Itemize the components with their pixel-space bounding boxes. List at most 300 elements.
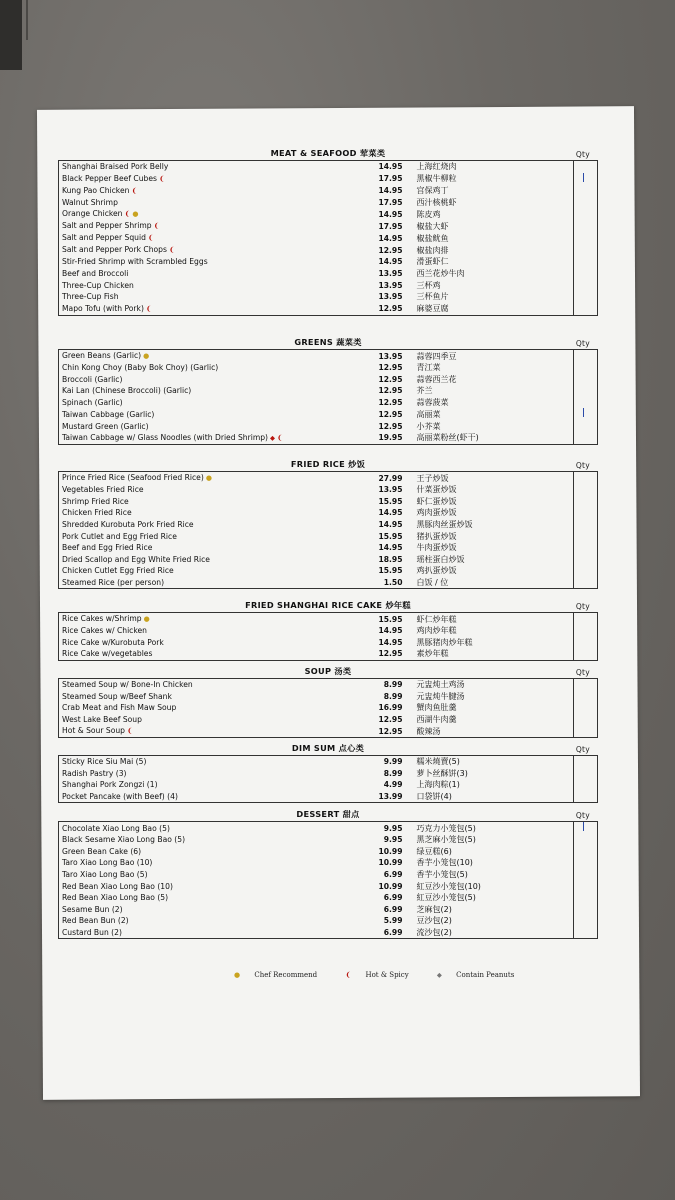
dish-price: 14.95 — [378, 186, 403, 196]
menu-table — [58, 471, 598, 589]
dish-name: Kai Lan (Chinese Broccoli) (Garlic) — [59, 385, 359, 397]
qty-cell[interactable] — [574, 725, 598, 738]
table-row — [59, 161, 598, 173]
legend-chef-recommend — [232, 971, 329, 979]
qty-cell[interactable] — [574, 303, 598, 316]
dish-chinese-name: 黑豚猪肉炒年糕 — [407, 637, 574, 649]
qty-cell[interactable] — [574, 362, 598, 374]
qty-cell[interactable] — [574, 768, 598, 780]
dish-price: 12.95 — [378, 363, 403, 373]
dish-chinese-name: 三杯鸡 — [407, 279, 574, 291]
dish-price: 14.95 — [378, 543, 403, 553]
dish-chinese-name: 紅豆沙小笼包(10) — [407, 880, 574, 892]
dish-name: Salt and Pepper Shrimp — [62, 221, 152, 231]
dish-price: 17.95 — [378, 197, 403, 207]
qty-cell[interactable] — [574, 577, 598, 589]
dish-name: Vegetables Fried Rice — [59, 484, 359, 496]
dish-price: 13.99 — [359, 791, 407, 803]
dish-name: Salt and Pepper Pork Chops — [62, 245, 167, 255]
dish-chinese-name: 青江菜 — [407, 362, 574, 374]
dish-name: Mapo Tofu (with Pork) — [62, 303, 144, 313]
chef-recommend-icon: ● — [132, 210, 139, 219]
qty-cell[interactable] — [574, 857, 598, 869]
dish-chinese-name: 西兰花炒牛肉 — [407, 268, 574, 280]
dish-name: Rice Cake w/Kurobuta Pork — [59, 637, 359, 649]
section-soup — [58, 666, 598, 738]
dish-chinese-name: 蒜蓉西兰花 — [407, 374, 574, 386]
qty-cell[interactable] — [574, 530, 598, 542]
dish-chinese-name: 瑶柱蛋白炒饭 — [407, 554, 574, 566]
table-row — [59, 484, 598, 496]
dish-price: 14.95 — [378, 508, 403, 518]
dish-price: 13.95 — [378, 292, 403, 302]
qty-cell[interactable] — [574, 256, 598, 268]
dish-price: 12.95 — [359, 303, 407, 316]
dish-name: Custard Bun (2) — [59, 927, 359, 939]
table-row — [59, 496, 598, 508]
dish-name: Prince Fried Rice (Seafood Fried Rice) — [62, 473, 204, 482]
dish-price: 13.95 — [378, 280, 403, 290]
dish-chinese-name: 酸辣汤 — [407, 725, 574, 738]
table-row — [59, 791, 598, 803]
dish-price: 14.95 — [378, 209, 403, 219]
section-dessert — [58, 809, 598, 939]
dish-name: Taro Xiao Long Bao (5) — [59, 869, 359, 881]
table-row — [59, 519, 598, 531]
dish-name: Shrimp Fried Rice — [59, 496, 359, 508]
table-row — [59, 725, 598, 738]
section-dim-sum — [58, 743, 598, 803]
legend-chef-label: Chef Recommend — [254, 971, 318, 979]
table-row — [59, 507, 598, 519]
qty-cell[interactable] — [574, 197, 598, 209]
menu-table — [58, 755, 598, 803]
dish-name: Chin Kong Choy (Baby Bok Choy) (Garlic) — [59, 362, 359, 374]
qty-cell[interactable] — [574, 554, 598, 566]
peanut-icon: ◆ — [436, 971, 442, 979]
table-row — [59, 374, 598, 386]
qty-cell[interactable] — [574, 691, 598, 703]
qty-cell[interactable] — [574, 756, 598, 768]
table-row — [59, 892, 598, 904]
qty-cell[interactable] — [574, 846, 598, 858]
qty-cell[interactable] — [574, 637, 598, 649]
legend-spicy-label: Hot & Spicy — [365, 971, 409, 979]
qty-cell[interactable] — [574, 869, 598, 881]
table-edge-line — [26, 0, 28, 40]
dish-chinese-name: 上海肉粽(1) — [407, 779, 574, 791]
handwritten-tick — [583, 173, 584, 182]
table-row — [59, 702, 598, 714]
table-row — [59, 637, 598, 649]
dish-price: 12.95 — [378, 374, 403, 384]
dish-name: Shanghai Braised Pork Belly — [59, 161, 359, 173]
table-row — [59, 220, 598, 232]
section-title: MEAT & SEAFOOD 荤菜类 — [270, 148, 386, 158]
dish-chinese-name: 萝卜丝酥饼(3) — [407, 768, 574, 780]
dish-name: Taro Xiao Long Bao (10) — [59, 857, 359, 869]
qty-cell[interactable] — [574, 565, 598, 577]
qty-label: Qty — [575, 150, 590, 159]
qty-cell[interactable] — [574, 904, 598, 916]
section-title: SOUP 汤类 — [304, 666, 352, 676]
chili-icon: ❨ — [124, 210, 131, 219]
dish-chinese-name: 豆沙包(2) — [407, 915, 574, 927]
table-row — [59, 432, 598, 445]
section-fried-rice — [58, 459, 598, 589]
dish-chinese-name: 蟹肉鱼肚羹 — [407, 702, 574, 714]
menu-table — [58, 821, 598, 939]
table-row — [59, 256, 598, 268]
table-row — [59, 197, 598, 209]
dish-name: Black Pepper Beef Cubes — [62, 173, 157, 183]
dish-name: Orange Chicken — [62, 209, 123, 219]
table-row — [59, 408, 598, 420]
dish-name: Dried Scallop and Egg White Fried Rice — [59, 554, 359, 566]
peanut-icon: ◆ — [270, 433, 276, 442]
menu-table — [58, 160, 598, 316]
dish-price: 13.95 — [378, 485, 403, 495]
dish-name: Red Bean Bun (2) — [59, 915, 359, 927]
dish-name: Beef and Egg Fried Rice — [59, 542, 359, 554]
dish-price: 27.99 — [359, 472, 407, 485]
table-row — [59, 232, 598, 244]
qty-cell[interactable] — [574, 350, 598, 363]
section-rice-cake — [58, 600, 598, 661]
dish-chinese-name: 虾仁蛋炒饭 — [407, 496, 574, 508]
chili-icon: ❨ — [277, 433, 283, 442]
chili-icon: ❨ — [168, 246, 175, 255]
qty-cell[interactable] — [574, 408, 598, 420]
dish-chinese-name: 芝麻包(2) — [407, 904, 574, 916]
qty-cell[interactable] — [574, 279, 598, 291]
dish-price: 1.50 — [359, 577, 407, 589]
table-row — [59, 565, 598, 577]
dish-chinese-name: 牛肉蛋炒饭 — [407, 542, 574, 554]
table-row — [59, 691, 598, 703]
qty-cell[interactable] — [574, 496, 598, 508]
qty-cell[interactable] — [574, 834, 598, 846]
dish-chinese-name: 王子炒饭 — [407, 472, 574, 485]
dish-chinese-name: 椒盐大虾 — [407, 220, 574, 232]
table-row — [59, 625, 598, 637]
qty-cell[interactable] — [574, 374, 598, 386]
qty-cell[interactable] — [574, 714, 598, 726]
qty-cell[interactable] — [574, 161, 598, 173]
table-corner-shadow — [0, 0, 22, 70]
chef-recommend-icon: ● — [234, 971, 241, 979]
chili-icon: ❨ — [127, 727, 133, 736]
qty-cell[interactable] — [574, 385, 598, 397]
dish-price: 8.99 — [359, 679, 407, 691]
dish-name: Rice Cakes w/ Chicken — [59, 625, 359, 637]
dish-chinese-name: 滑蛋虾仁 — [407, 256, 574, 268]
section-title: FRIED RICE 炒饭 — [290, 459, 366, 469]
table-row — [59, 869, 598, 881]
dish-chinese-name: 元盅炖牛腱汤 — [407, 691, 574, 703]
qty-cell[interactable] — [574, 432, 598, 445]
dish-chinese-name: 鸡肉蛋炒饭 — [407, 507, 574, 519]
qty-cell[interactable] — [574, 892, 598, 904]
table-row — [59, 397, 598, 409]
dish-chinese-name: 上海红烧肉 — [407, 161, 574, 173]
qty-label: Qty — [575, 811, 590, 820]
dish-name: West Lake Beef Soup — [59, 714, 359, 726]
section-header — [58, 337, 598, 349]
qty-label: Qty — [575, 668, 590, 677]
dish-name: Mustard Green (Garlic) — [59, 420, 359, 432]
dish-price: 17.95 — [378, 174, 403, 184]
table-row — [59, 834, 598, 846]
legend-peanuts — [435, 971, 526, 979]
dish-chinese-name: 元盅炖土鸡汤 — [407, 679, 574, 691]
section-header — [58, 666, 598, 678]
qty-cell[interactable] — [574, 472, 598, 485]
dish-chinese-name: 麻婆豆腐 — [407, 303, 574, 316]
table-row — [59, 244, 598, 256]
dish-chinese-name: 宫保鸡丁 — [407, 185, 574, 197]
section-header — [58, 743, 598, 755]
table-row — [59, 385, 598, 397]
table-row — [59, 756, 598, 768]
dish-price: 12.95 — [378, 398, 403, 408]
dish-chinese-name: 绿豆糕(6) — [407, 846, 574, 858]
qty-cell[interactable] — [574, 702, 598, 714]
qty-cell[interactable] — [574, 880, 598, 892]
table-row — [59, 472, 598, 485]
table-row — [59, 822, 598, 835]
dish-chinese-name: 蒜蓉四季豆 — [407, 350, 574, 363]
dish-price: 6.99 — [383, 893, 403, 903]
dish-price: 8.99 — [383, 691, 403, 701]
handwritten-tick — [583, 822, 584, 831]
qty-cell[interactable] — [574, 208, 598, 220]
section-meat-seafood — [58, 148, 598, 316]
chili-icon: ❨ — [131, 186, 138, 195]
dish-chinese-name: 猪扒蛋炒饭 — [407, 530, 574, 542]
dish-price: 9.95 — [383, 835, 403, 845]
table-row — [59, 927, 598, 939]
table-row — [59, 648, 598, 660]
legend-hot-spicy — [343, 971, 420, 979]
dish-price: 14.95 — [378, 520, 403, 530]
qty-cell[interactable] — [574, 779, 598, 791]
table-row — [59, 350, 598, 363]
dish-name: Pork Cutlet and Egg Fried Rice — [59, 530, 359, 542]
dish-name: Three-Cup Chicken — [59, 279, 359, 291]
table-row — [59, 173, 598, 185]
table-row — [59, 268, 598, 280]
qty-cell[interactable] — [574, 927, 598, 939]
dish-price: 15.95 — [378, 531, 403, 541]
dish-name: Walnut Shrimp — [59, 197, 359, 209]
table-row — [59, 554, 598, 566]
dish-chinese-name: 黑芝麻小笼包(5) — [407, 834, 574, 846]
dish-price: 8.99 — [383, 768, 403, 778]
dish-chinese-name: 西汁核桃虾 — [407, 197, 574, 209]
dish-name: Hot & Sour Soup — [62, 726, 125, 736]
table-row — [59, 208, 598, 220]
dish-price: 14.95 — [378, 637, 403, 647]
chili-icon: ❨ — [345, 971, 352, 979]
table-row — [59, 362, 598, 374]
dish-chinese-name: 紅豆沙小笼包(5) — [407, 892, 574, 904]
dish-price: 19.95 — [359, 432, 407, 445]
qty-label: Qty — [575, 339, 590, 348]
qty-cell[interactable] — [574, 397, 598, 409]
dish-price: 15.95 — [378, 566, 403, 576]
dish-name: Crab Meat and Fish Maw Soup — [59, 702, 359, 714]
qty-cell[interactable] — [574, 613, 598, 626]
dish-chinese-name: 三杯鱼片 — [407, 291, 574, 303]
dish-price: 10.99 — [378, 881, 403, 891]
qty-cell[interactable] — [574, 420, 598, 432]
qty-cell[interactable] — [574, 791, 598, 803]
chili-icon: ❨ — [153, 222, 160, 231]
qty-cell[interactable] — [574, 915, 598, 927]
dish-name: Shanghai Pork Zongzi (1) — [59, 779, 359, 791]
dish-price: 14.95 — [378, 626, 403, 636]
dish-chinese-name: 虾仁炒年糕 — [407, 613, 574, 626]
qty-cell[interactable] — [574, 484, 598, 496]
table-row — [59, 420, 598, 432]
qty-cell[interactable] — [574, 542, 598, 554]
qty-label: Qty — [575, 602, 590, 611]
table-row — [59, 291, 598, 303]
dish-name: Red Bean Xiao Long Bao (5) — [59, 892, 359, 904]
dish-name: Beef and Broccoli — [59, 268, 359, 280]
dish-chinese-name: 鸡肉炒年糕 — [407, 625, 574, 637]
dish-chinese-name: 糯米燒賣(5) — [407, 756, 574, 768]
menu-table — [58, 349, 598, 445]
qty-cell[interactable] — [574, 679, 598, 691]
dish-name: Rice Cake w/vegetables — [59, 648, 359, 660]
dish-chinese-name: 素炒年糕 — [407, 648, 574, 660]
dish-name: Taiwan Cabbage (Garlic) — [59, 408, 359, 420]
dish-chinese-name: 香芋小笼包(10) — [407, 857, 574, 869]
dish-price: 10.99 — [378, 858, 403, 868]
qty-cell[interactable] — [574, 268, 598, 280]
table-row — [59, 714, 598, 726]
dish-name: Kung Pao Chicken — [62, 185, 130, 195]
dish-price: 9.99 — [359, 756, 407, 768]
dish-price: 14.95 — [378, 257, 403, 267]
dish-name: Rice Cakes w/Shrimp — [62, 614, 142, 623]
chili-icon: ❨ — [159, 174, 165, 183]
section-header — [58, 148, 598, 160]
qty-cell[interactable] — [574, 185, 598, 197]
dish-name: Taiwan Cabbage w/ Glass Noodles (with Dried Shrimp) — [62, 432, 269, 442]
table-row — [59, 779, 598, 791]
table-row — [59, 904, 598, 916]
dish-price: 9.95 — [359, 822, 407, 835]
dish-price: 12.95 — [359, 648, 407, 660]
section-header — [58, 809, 598, 821]
section-header — [58, 600, 598, 612]
dish-price: 6.99 — [383, 870, 403, 880]
section-title: DIM SUM 点心类 — [291, 743, 365, 753]
dish-chinese-name: 黑椒牛柳粒 — [407, 173, 574, 185]
legend — [232, 971, 538, 979]
dish-name: Steamed Soup w/ Bone-In Chicken — [59, 679, 359, 691]
dish-price: 13.95 — [359, 350, 407, 363]
dish-name: Green Beans (Garlic) — [62, 351, 142, 360]
table-row — [59, 768, 598, 780]
dish-price: 12.95 — [378, 715, 403, 725]
dish-price: 10.99 — [378, 846, 403, 856]
dish-name: Sticky Rice Siu Mai (5) — [59, 756, 359, 768]
dish-name: Spinach (Garlic) — [59, 397, 359, 409]
dish-name: Black Sesame Xiao Long Bao (5) — [59, 834, 359, 846]
table-row — [59, 185, 598, 197]
dish-price: 14.95 — [378, 233, 403, 243]
dish-name: Chicken Fried Rice — [59, 507, 359, 519]
dish-name: Chicken Cutlet Egg Fried Rice — [59, 565, 359, 577]
qty-cell[interactable] — [574, 291, 598, 303]
section-header — [58, 459, 598, 471]
dish-name: Broccoli (Garlic) — [59, 374, 359, 386]
menu-table — [58, 678, 598, 738]
table-row — [59, 613, 598, 626]
dish-price: 6.99 — [383, 904, 403, 914]
dish-price: 12.95 — [378, 386, 403, 396]
dish-chinese-name: 小芥菜 — [407, 420, 574, 432]
legend-peanut-label: Contain Peanuts — [456, 971, 515, 979]
chili-icon: ❨ — [147, 234, 154, 243]
dish-name: Stir-Fried Shrimp with Scrambled Eggs — [59, 256, 359, 268]
table-row — [59, 679, 598, 691]
dish-chinese-name: 香芋小笼包(5) — [407, 869, 574, 881]
dish-name: Green Bean Cake (6) — [59, 846, 359, 858]
table-row — [59, 857, 598, 869]
dish-name: Pocket Pancake (with Beef) (4) — [59, 791, 359, 803]
qty-cell[interactable] — [574, 173, 598, 185]
qty-cell[interactable] — [574, 519, 598, 531]
dish-price: 4.99 — [383, 780, 403, 790]
dish-price: 14.95 — [359, 161, 407, 173]
table-row — [59, 577, 598, 589]
dish-price: 17.95 — [378, 221, 403, 231]
table-row — [59, 303, 598, 316]
dish-chinese-name: 西湖牛肉羹 — [407, 714, 574, 726]
dish-chinese-name: 什菜蛋炒饭 — [407, 484, 574, 496]
qty-cell[interactable] — [574, 625, 598, 637]
chili-icon: ❨ — [145, 304, 152, 313]
section-title: DESSERT 甜点 — [296, 809, 360, 819]
qty-cell[interactable] — [574, 822, 598, 835]
dish-price: 12.95 — [378, 409, 403, 419]
menu-table — [58, 612, 598, 661]
dish-name: Red Bean Xiao Long Bao (10) — [59, 880, 359, 892]
qty-cell[interactable] — [574, 220, 598, 232]
section-title: GREENS 蔬菜类 — [294, 337, 362, 347]
dish-price: 18.95 — [378, 554, 403, 564]
dish-price: 13.95 — [378, 269, 403, 279]
qty-cell[interactable] — [574, 507, 598, 519]
dish-name: Chocolate Xiao Long Bao (5) — [59, 822, 359, 835]
dish-price: 12.95 — [378, 421, 403, 431]
qty-cell[interactable] — [574, 232, 598, 244]
qty-cell[interactable] — [574, 648, 598, 660]
dish-name: Radish Pastry (3) — [59, 768, 359, 780]
table-row — [59, 530, 598, 542]
qty-label: Qty — [575, 461, 590, 470]
dish-price: 15.95 — [359, 613, 407, 626]
dish-name: Shredded Kurobuta Pork Fried Rice — [59, 519, 359, 531]
qty-cell[interactable] — [574, 244, 598, 256]
table-row — [59, 846, 598, 858]
dish-price: 5.99 — [383, 916, 403, 926]
